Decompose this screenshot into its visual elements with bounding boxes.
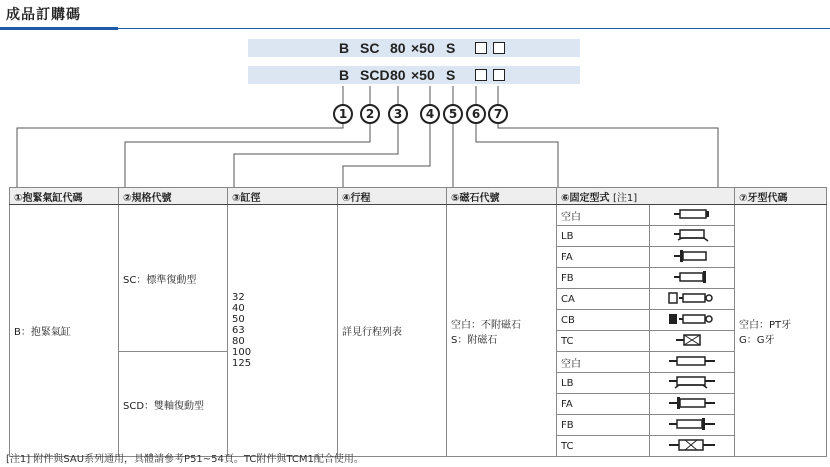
mount-code: LB — [557, 373, 650, 394]
mount-code: FA — [557, 247, 650, 268]
marker-6: 6 — [466, 104, 486, 124]
bore-value: 32 — [232, 292, 245, 303]
header-spec: ②規格代號 — [119, 188, 228, 205]
table-header-row — [10, 188, 827, 205]
mount-code: LB — [557, 226, 650, 247]
spec-scd-cell: SCD：雙軸復動型 — [119, 352, 228, 457]
marker-5: 5 — [443, 104, 463, 124]
magnet-cell — [447, 205, 557, 457]
code-magnet: S — [446, 67, 456, 83]
mount-code: FB — [557, 268, 650, 289]
mount-code: CB — [557, 310, 650, 331]
code-bore: 80 — [390, 40, 406, 56]
spec-table — [9, 187, 827, 457]
connector-lines — [0, 0, 830, 190]
marker-1: 1 — [333, 104, 353, 124]
page-title: 成品訂購碼 — [6, 7, 81, 23]
code-stroke: ×50 — [411, 67, 435, 83]
mount-code: TC — [557, 436, 650, 457]
double-rod-rear-flange-icon — [650, 415, 735, 436]
magnet-option: 空白：不附磁石 — [451, 319, 521, 331]
header-bore: ③缸徑 — [228, 188, 338, 205]
mount-code: 空白 — [557, 205, 650, 226]
header-stroke: ④行程 — [338, 188, 447, 205]
bore-value: 80 — [232, 336, 245, 347]
thread-option: G：G牙 — [739, 334, 775, 346]
bore-cell — [228, 205, 338, 457]
stroke-cell: 詳見行程列表 — [338, 205, 447, 457]
header-series: ①抱緊氣缸代碼 — [10, 188, 119, 205]
thread-cell — [735, 205, 827, 457]
code-bore: 80 — [390, 67, 406, 83]
thread-option: 空白：PT牙 — [739, 319, 792, 331]
header-mount — [557, 188, 735, 205]
spec-sc-cell: SC：標準復動型 — [119, 205, 228, 352]
code-stroke: ×50 — [411, 40, 435, 56]
code-spec: SCD — [360, 67, 390, 83]
bore-value: 50 — [232, 314, 245, 325]
mount-code: 空白 — [557, 352, 650, 373]
magnet-option: S：附磁石 — [451, 334, 498, 346]
marker-4: 4 — [420, 104, 440, 124]
code-series: B — [339, 67, 350, 83]
footnote: [注1] 附件與SAU系列通用，具體請參考P51~54頁。TC附件與TCM1配合使用。 — [6, 454, 364, 465]
cylinder-trunnion-icon — [650, 331, 735, 352]
double-rod-trunnion-icon — [650, 436, 735, 457]
header-thread: ⑦牙型代碼 — [735, 188, 827, 205]
double-rod-front-flange-icon — [650, 394, 735, 415]
header-magnet: ⑤磁石代號 — [447, 188, 557, 205]
mount-code: FB — [557, 415, 650, 436]
mount-code: TC — [557, 331, 650, 352]
cylinder-clevis-icon — [650, 289, 735, 310]
double-rod-foot-mount-icon — [650, 373, 735, 394]
code-spec: SC — [360, 40, 380, 56]
marker-3: 3 — [388, 104, 408, 124]
cylinder-foot-mount-icon — [650, 226, 735, 247]
marker-2: 2 — [360, 104, 380, 124]
mount-code: FA — [557, 394, 650, 415]
series-cell: B：抱緊氣缸 — [10, 205, 119, 457]
header-mount-label: ⑥固定型式 — [561, 192, 610, 204]
cylinder-front-flange-icon — [650, 247, 735, 268]
bore-value: 40 — [232, 303, 245, 314]
header-mount-note: [注1] — [612, 192, 638, 204]
double-rod-basic-icon — [650, 352, 735, 373]
code-series: B — [339, 40, 350, 56]
cylinder-double-clevis-icon — [650, 310, 735, 331]
cylinder-basic-icon — [650, 205, 735, 226]
mount-code: CA — [557, 289, 650, 310]
code-magnet: S — [446, 40, 456, 56]
bore-value: 63 — [232, 325, 245, 336]
marker-7: 7 — [488, 104, 508, 124]
bore-value: 125 — [232, 358, 252, 369]
cylinder-rear-flange-icon — [650, 268, 735, 289]
bore-value: 100 — [232, 347, 252, 358]
